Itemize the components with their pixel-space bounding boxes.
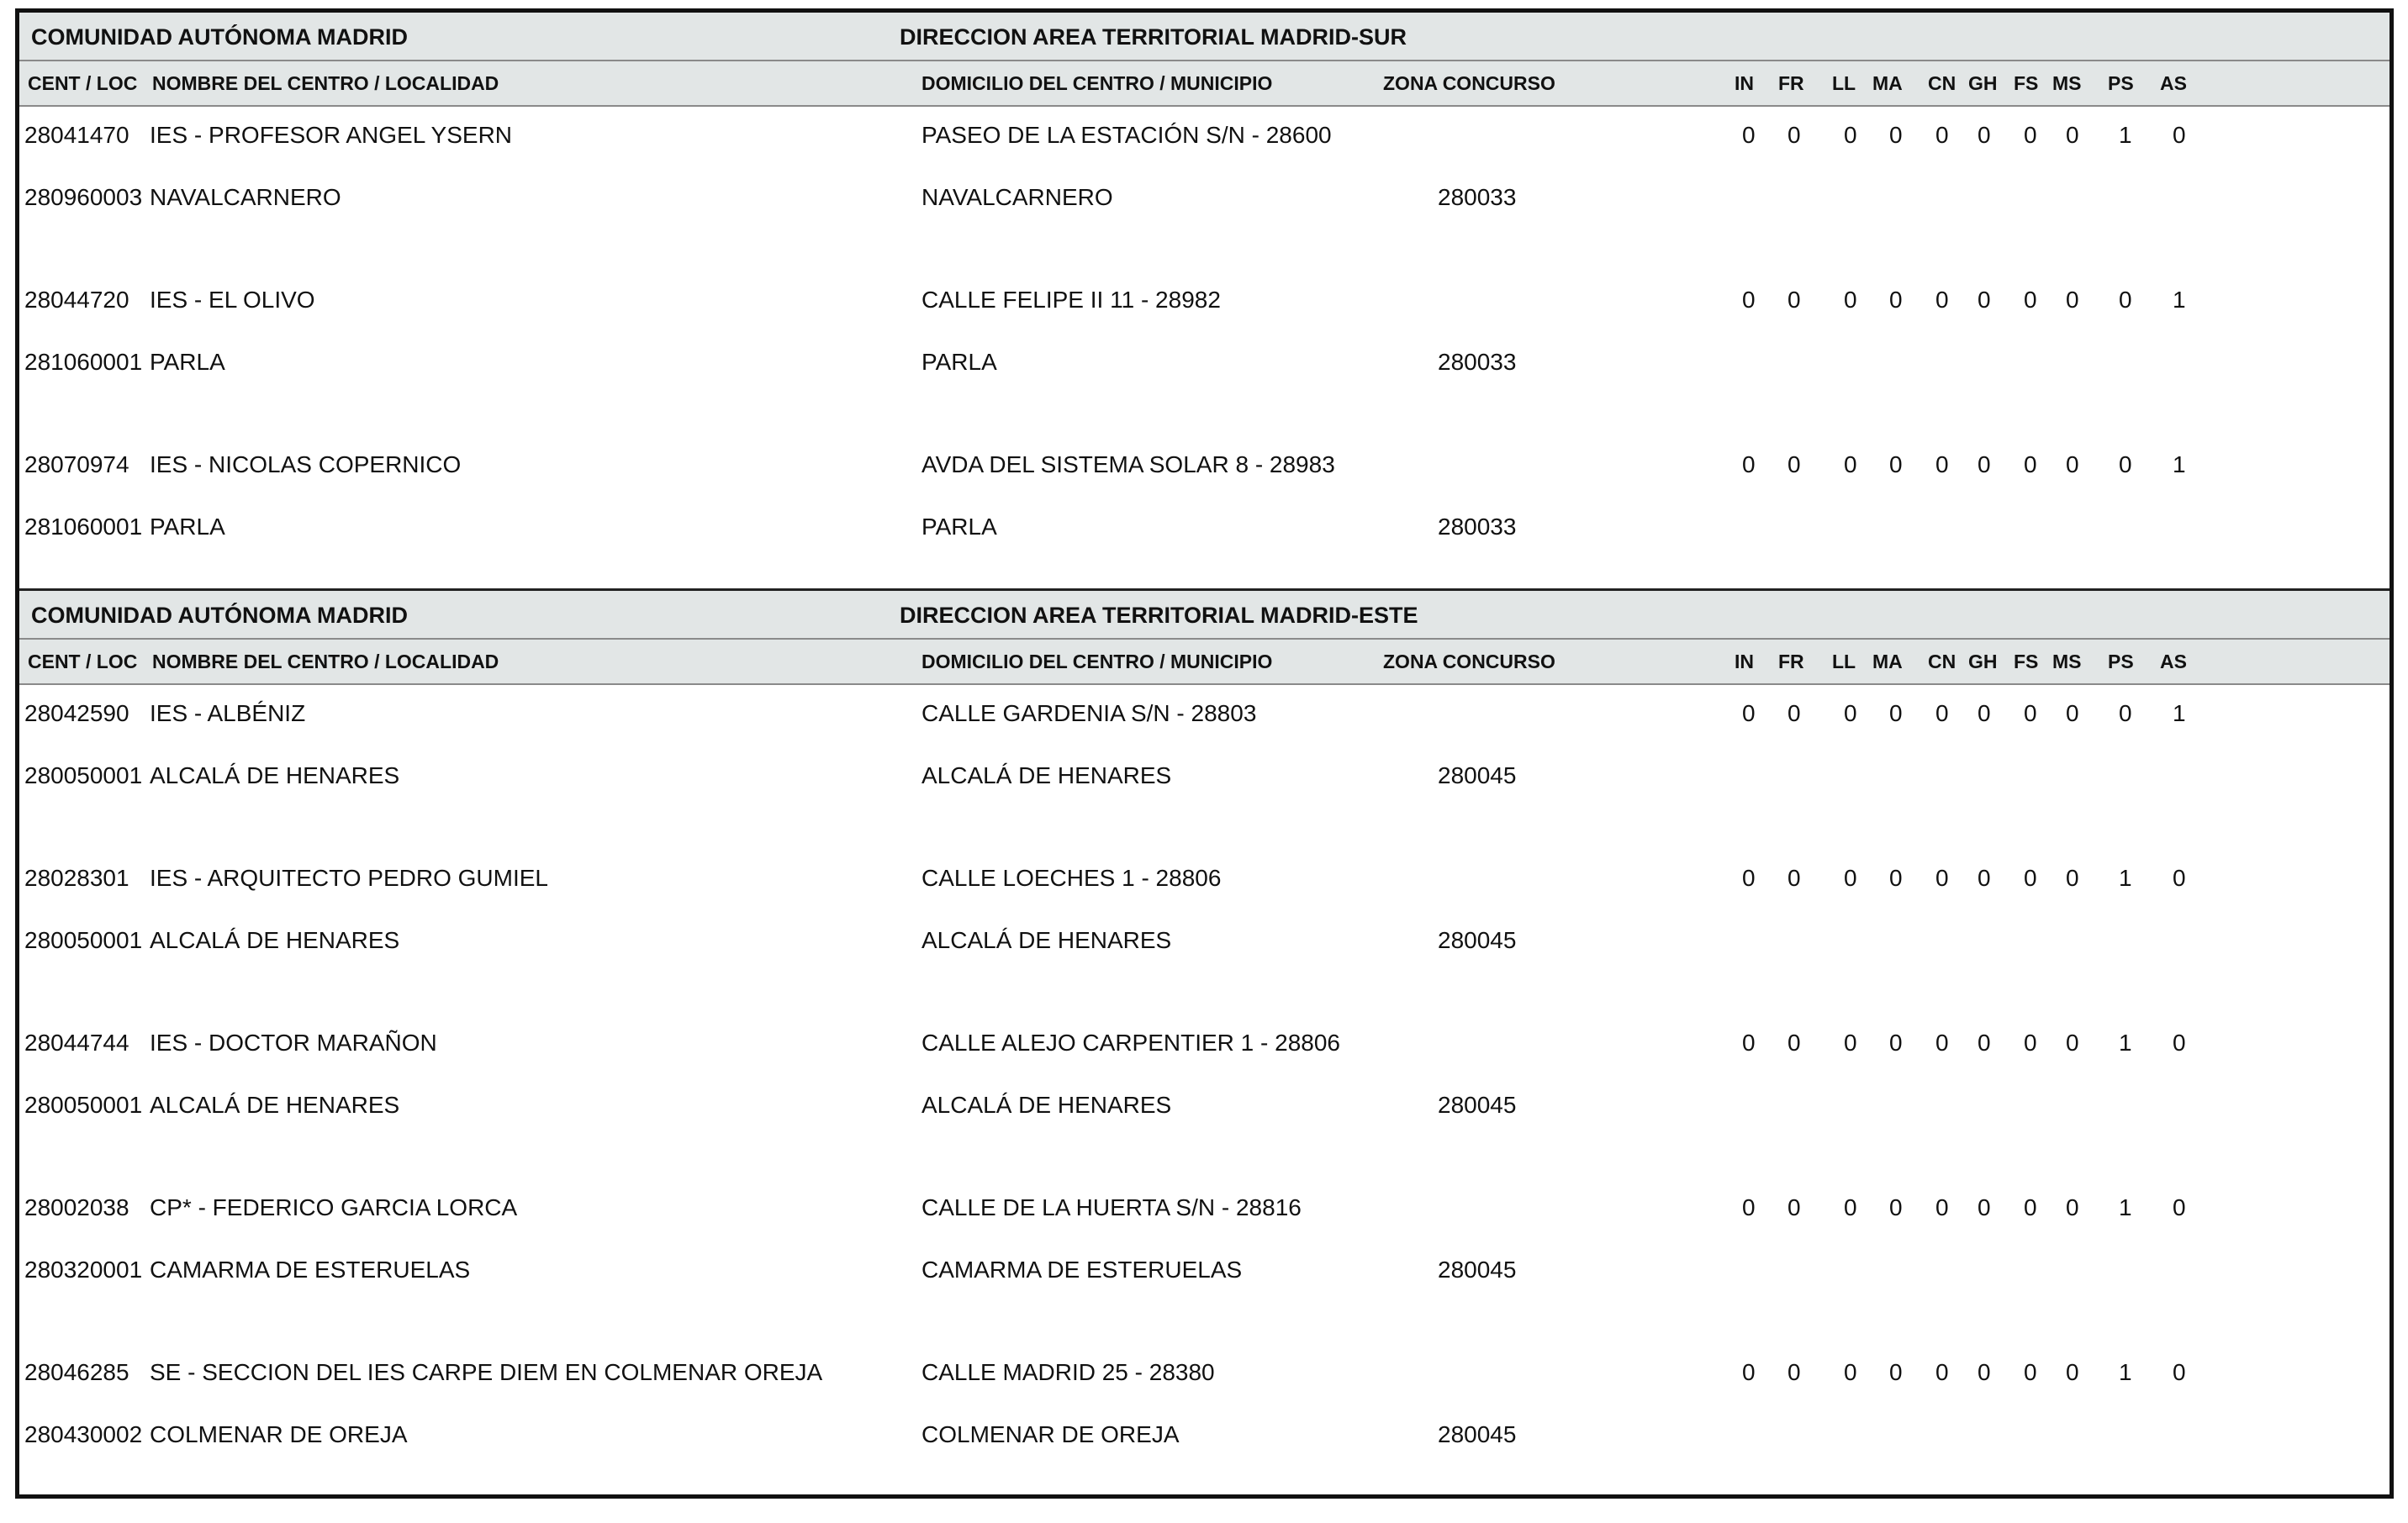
- value-ma: 0: [1889, 865, 1903, 891]
- centre-name: IES - EL OLIVO: [150, 287, 315, 313]
- col-in: IN: [1735, 72, 1754, 94]
- col-cent-loc: CENT / LOC: [28, 651, 138, 672]
- locality-code: 281060001: [24, 514, 143, 540]
- value-ms: 0: [2066, 287, 2079, 313]
- value-ms: 0: [2066, 865, 2079, 891]
- value-fs: 0: [2024, 1194, 2037, 1220]
- locality-code: 280050001: [24, 1092, 143, 1118]
- centre-name: SE - SECCION DEL IES CARPE DIEM EN COLMENAR OREJA: [150, 1359, 823, 1385]
- municipality-name: ALCALÁ DE HENARES: [921, 927, 1172, 953]
- value-ma: 0: [1889, 1030, 1903, 1056]
- locality-name: PARLA: [150, 514, 225, 540]
- col-cent-loc: CENT / LOC: [28, 72, 138, 94]
- direccion-label: DIRECCION AREA TERRITORIAL MADRID-SUR: [900, 24, 1407, 50]
- centre-code: 28002038: [24, 1194, 129, 1220]
- section-header: [19, 13, 2390, 60]
- value-cn: 0: [1935, 122, 1949, 148]
- value-fr: 0: [1788, 1194, 1801, 1220]
- locality-name: ALCALÁ DE HENARES: [150, 1092, 400, 1118]
- centre-name: IES - ARQUITECTO PEDRO GUMIEL: [150, 865, 549, 891]
- value-ms: 0: [2066, 1359, 2079, 1385]
- value-in: 0: [1742, 865, 1756, 891]
- centre-line: [19, 287, 2390, 320]
- value-ll: 0: [1844, 451, 1857, 477]
- value-ps: 1: [2119, 1194, 2132, 1220]
- col-ms: MS: [2052, 651, 2082, 672]
- col-gh: GH: [1968, 72, 1998, 94]
- value-in: 0: [1742, 1359, 1756, 1385]
- locality-name: CAMARMA DE ESTERUELAS: [150, 1257, 471, 1283]
- value-cn: 0: [1935, 1030, 1949, 1056]
- value-in: 0: [1742, 1030, 1756, 1056]
- value-ps: 1: [2119, 122, 2132, 148]
- value-gh: 0: [1978, 122, 1991, 148]
- centre-name: CP* - FEDERICO GARCIA LORCA: [150, 1194, 518, 1220]
- value-gh: 0: [1978, 1194, 1991, 1220]
- col-domicilio: DOMICILIO DEL CENTRO / MUNICIPIO: [921, 72, 1273, 94]
- value-gh: 0: [1978, 700, 1991, 726]
- centre-address: CALLE ALEJO CARPENTIER 1 - 28806: [921, 1030, 1340, 1056]
- centre-address: AVDA DEL SISTEMA SOLAR 8 - 28983: [921, 451, 1335, 477]
- zona-code: 280045: [1438, 1257, 1517, 1283]
- value-ma: 0: [1889, 1359, 1903, 1385]
- locality-line: [19, 514, 2390, 547]
- zona-code: 280045: [1438, 762, 1517, 788]
- value-fr: 0: [1788, 122, 1801, 148]
- col-ma: MA: [1872, 651, 1903, 672]
- municipality-name: ALCALÁ DE HENARES: [921, 1092, 1172, 1118]
- value-gh: 0: [1978, 865, 1991, 891]
- direccion-label: DIRECCION AREA TERRITORIAL MADRID-ESTE: [900, 603, 1418, 628]
- centre-code: 28041470: [24, 122, 129, 148]
- col-ll: LL: [1832, 72, 1856, 94]
- centre-line: [19, 451, 2390, 485]
- zona-code: 280033: [1438, 349, 1517, 375]
- locality-name: ALCALÁ DE HENARES: [150, 927, 400, 953]
- centre-entry: [19, 1179, 2390, 1344]
- locality-code: 280320001: [24, 1257, 143, 1283]
- col-nombre: NOMBRE DEL CENTRO / LOCALIDAD: [152, 651, 499, 672]
- locality-name: PARLA: [150, 349, 225, 375]
- col-as: AS: [2160, 72, 2187, 94]
- section-madrid-sur: [19, 13, 2390, 601]
- value-fs: 0: [2024, 451, 2037, 477]
- zona-code: 280045: [1438, 1092, 1517, 1118]
- value-in: 0: [1742, 287, 1756, 313]
- locality-code: 280430002: [24, 1421, 143, 1447]
- value-as: 1: [2173, 700, 2186, 726]
- centre-code: 28044744: [24, 1030, 129, 1056]
- value-ma: 0: [1889, 122, 1903, 148]
- comunidad-label: COMUNIDAD AUTÓNOMA MADRID: [31, 603, 408, 628]
- centre-code: 28070974: [24, 451, 129, 477]
- value-as: 0: [2173, 1359, 2186, 1385]
- value-fs: 0: [2024, 122, 2037, 148]
- value-fr: 0: [1788, 1030, 1801, 1056]
- centre-name: IES - PROFESOR ANGEL YSERN: [150, 122, 513, 148]
- value-as: 1: [2173, 451, 2186, 477]
- value-fr: 0: [1788, 865, 1801, 891]
- value-fr: 0: [1788, 451, 1801, 477]
- document-frame: [15, 8, 2394, 1499]
- value-fr: 0: [1788, 700, 1801, 726]
- locality-line: [19, 184, 2390, 218]
- value-gh: 0: [1978, 451, 1991, 477]
- value-fs: 0: [2024, 1359, 2037, 1385]
- value-ps: 1: [2119, 1359, 2132, 1385]
- centre-code: 28042590: [24, 700, 129, 726]
- centre-address: CALLE GARDENIA S/N - 28803: [921, 700, 1257, 726]
- centre-name: IES - ALBÉNIZ: [150, 700, 306, 726]
- value-fs: 0: [2024, 865, 2037, 891]
- value-ma: 0: [1889, 451, 1903, 477]
- municipality-name: COLMENAR DE OREJA: [921, 1421, 1180, 1447]
- value-ll: 0: [1844, 865, 1857, 891]
- value-ma: 0: [1889, 1194, 1903, 1220]
- locality-line: [19, 1257, 2390, 1290]
- centre-address: PASEO DE LA ESTACIÓN S/N - 28600: [921, 122, 1332, 148]
- centre-line: [19, 700, 2390, 734]
- value-ms: 0: [2066, 700, 2079, 726]
- value-ps: 0: [2119, 700, 2132, 726]
- zona-code: 280033: [1438, 184, 1517, 210]
- col-ps: PS: [2108, 72, 2134, 94]
- section-madrid-este: [19, 588, 2390, 1509]
- value-gh: 0: [1978, 1030, 1991, 1056]
- zona-code: 280045: [1438, 1421, 1517, 1447]
- locality-name: ALCALÁ DE HENARES: [150, 762, 400, 788]
- value-ps: 0: [2119, 287, 2132, 313]
- col-ma: MA: [1872, 72, 1903, 94]
- col-ps: PS: [2108, 651, 2134, 672]
- col-domicilio: DOMICILIO DEL CENTRO / MUNICIPIO: [921, 651, 1273, 672]
- value-fs: 0: [2024, 1030, 2037, 1056]
- col-cn: CN: [1928, 72, 1956, 94]
- col-fr: FR: [1778, 72, 1804, 94]
- col-fs: FS: [2014, 72, 2039, 94]
- value-as: 0: [2173, 865, 2186, 891]
- value-ll: 0: [1844, 1194, 1857, 1220]
- centre-line: [19, 122, 2390, 155]
- col-as: AS: [2160, 651, 2187, 672]
- col-cn: CN: [1928, 651, 1956, 672]
- centre-entry: [19, 436, 2390, 601]
- centre-line: [19, 1359, 2390, 1393]
- centre-code: 28046285: [24, 1359, 129, 1385]
- value-cn: 0: [1935, 451, 1949, 477]
- locality-line: [19, 762, 2390, 796]
- value-fr: 0: [1788, 1359, 1801, 1385]
- value-ll: 0: [1844, 122, 1857, 148]
- value-ps: 0: [2119, 451, 2132, 477]
- municipality-name: PARLA: [921, 349, 997, 375]
- value-ms: 0: [2066, 1194, 2079, 1220]
- col-nombre: NOMBRE DEL CENTRO / LOCALIDAD: [152, 72, 499, 94]
- value-as: 0: [2173, 1030, 2186, 1056]
- value-ps: 1: [2119, 865, 2132, 891]
- value-ma: 0: [1889, 287, 1903, 313]
- locality-code: 280050001: [24, 927, 143, 953]
- centre-entry: [19, 107, 2390, 271]
- centre-entry: [19, 1344, 2390, 1509]
- value-fs: 0: [2024, 700, 2037, 726]
- col-ll: LL: [1832, 651, 1856, 672]
- locality-code: 281060001: [24, 349, 143, 375]
- locality-line: [19, 1092, 2390, 1125]
- value-ll: 0: [1844, 700, 1857, 726]
- zona-code: 280045: [1438, 927, 1517, 953]
- value-in: 0: [1742, 122, 1756, 148]
- col-fr: FR: [1778, 651, 1804, 672]
- value-fr: 0: [1788, 287, 1801, 313]
- value-ps: 1: [2119, 1030, 2132, 1056]
- zona-code: 280033: [1438, 514, 1517, 540]
- value-cn: 0: [1935, 1194, 1949, 1220]
- value-in: 0: [1742, 700, 1756, 726]
- locality-name: NAVALCARNERO: [150, 184, 341, 210]
- col-fs: FS: [2014, 651, 2039, 672]
- centre-code: 28028301: [24, 865, 129, 891]
- value-in: 0: [1742, 451, 1756, 477]
- value-cn: 0: [1935, 287, 1949, 313]
- col-gh: GH: [1968, 651, 1998, 672]
- municipality-name: NAVALCARNERO: [921, 184, 1113, 210]
- value-ms: 0: [2066, 451, 2079, 477]
- comunidad-label: COMUNIDAD AUTÓNOMA MADRID: [31, 24, 408, 50]
- value-gh: 0: [1978, 287, 1991, 313]
- centre-entry: [19, 850, 2390, 1014]
- value-ms: 0: [2066, 122, 2079, 148]
- value-as: 0: [2173, 1194, 2186, 1220]
- value-cn: 0: [1935, 1359, 1949, 1385]
- col-in: IN: [1735, 651, 1754, 672]
- value-ms: 0: [2066, 1030, 2079, 1056]
- locality-code: 280960003: [24, 184, 143, 210]
- value-fs: 0: [2024, 287, 2037, 313]
- col-zona: ZONA CONCURSO: [1383, 72, 1555, 94]
- value-gh: 0: [1978, 1359, 1991, 1385]
- centre-address: CALLE FELIPE II 11 - 28982: [921, 287, 1221, 313]
- value-in: 0: [1742, 1194, 1756, 1220]
- centre-entry: [19, 271, 2390, 436]
- centre-address: CALLE LOECHES 1 - 28806: [921, 865, 1222, 891]
- section-header: [19, 591, 2390, 638]
- column-header-row: [19, 60, 2390, 107]
- value-cn: 0: [1935, 865, 1949, 891]
- col-ms: MS: [2052, 72, 2082, 94]
- centre-address: CALLE DE LA HUERTA S/N - 28816: [921, 1194, 1302, 1220]
- locality-line: [19, 1421, 2390, 1455]
- value-ll: 0: [1844, 1359, 1857, 1385]
- value-as: 1: [2173, 287, 2186, 313]
- value-ll: 0: [1844, 1030, 1857, 1056]
- value-ll: 0: [1844, 287, 1857, 313]
- value-as: 0: [2173, 122, 2186, 148]
- value-ma: 0: [1889, 700, 1903, 726]
- locality-code: 280050001: [24, 762, 143, 788]
- column-header-row: [19, 638, 2390, 685]
- municipality-name: PARLA: [921, 514, 997, 540]
- centre-code: 28044720: [24, 287, 129, 313]
- centre-line: [19, 865, 2390, 899]
- centre-name: IES - NICOLAS COPERNICO: [150, 451, 462, 477]
- locality-line: [19, 349, 2390, 382]
- municipality-name: ALCALÁ DE HENARES: [921, 762, 1172, 788]
- municipality-name: CAMARMA DE ESTERUELAS: [921, 1257, 1243, 1283]
- locality-line: [19, 927, 2390, 961]
- centre-entry: [19, 1014, 2390, 1179]
- col-zona: ZONA CONCURSO: [1383, 651, 1555, 672]
- centre-entry: [19, 685, 2390, 850]
- centre-address: CALLE MADRID 25 - 28380: [921, 1359, 1215, 1385]
- centre-line: [19, 1194, 2390, 1228]
- centre-line: [19, 1030, 2390, 1063]
- value-cn: 0: [1935, 700, 1949, 726]
- centre-name: IES - DOCTOR MARAÑON: [150, 1030, 437, 1056]
- locality-name: COLMENAR DE OREJA: [150, 1421, 408, 1447]
